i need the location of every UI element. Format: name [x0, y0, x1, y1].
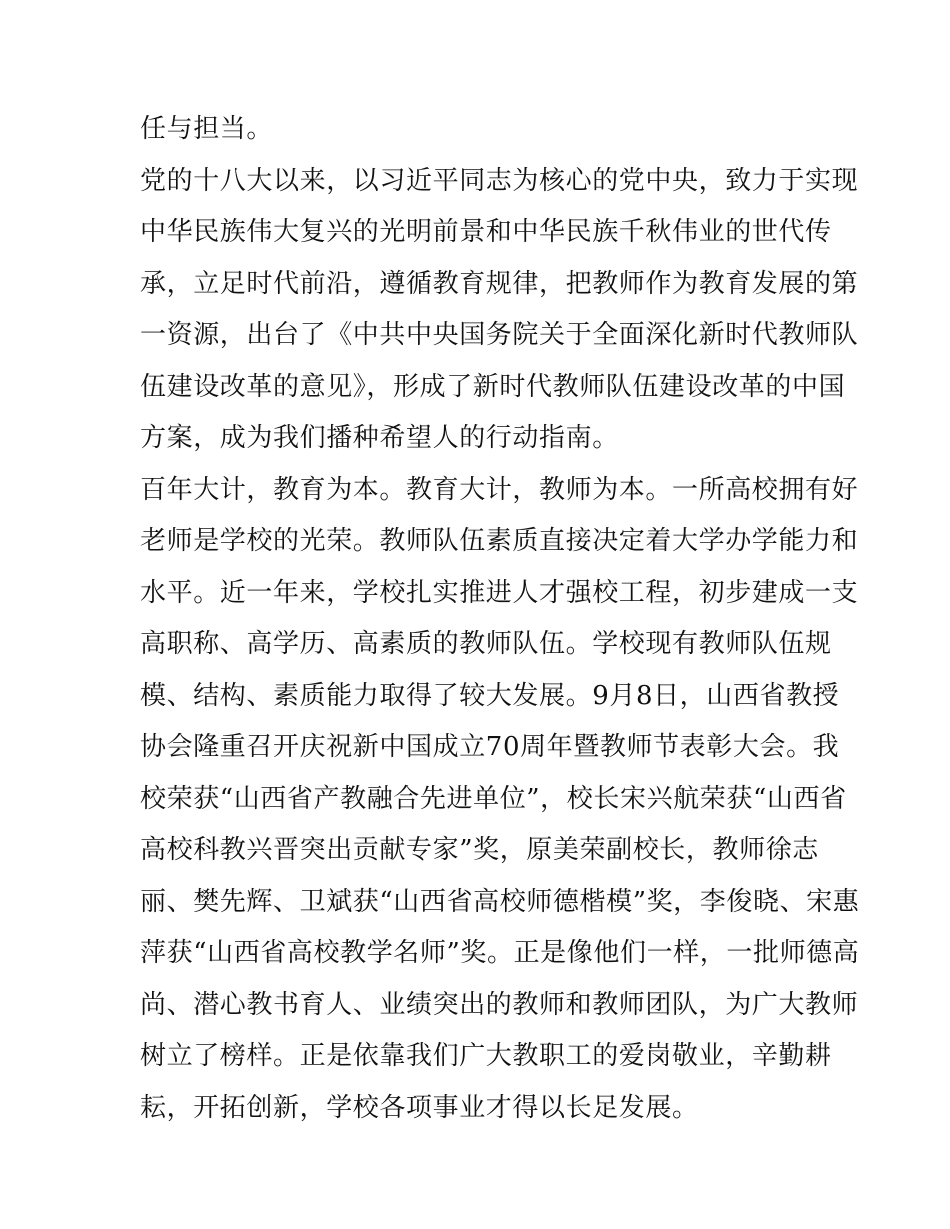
- text-line: 伍建设改革的意见》，形成了新时代教师队伍建设改革的中国: [140, 371, 846, 402]
- text-line: 党的十八大以来，以习近平同志为核心的党中央，致力于实现: [140, 165, 859, 196]
- text-line: 模、结构、素质能力取得了较大发展。9月8日，山西省教授: [140, 680, 840, 711]
- text-line: 水平。近一年来，学校扎实推进人才强校工程，初步建成一支: [140, 577, 859, 608]
- text-line: 方案，成为我们播种希望人的行动指南。: [140, 423, 619, 453]
- text-line: 耘，开拓创新，学校各项事业才得以长足发展。: [140, 1092, 699, 1123]
- text-line: 树立了榜样。正是依靠我们广大教职工的爱岗敬业，辛勤耕: [140, 1041, 832, 1071]
- text-line: 萍获“山西省高校教学名师”奖。正是像他们一样，一批师德高: [140, 938, 860, 968]
- text-line: 一资源，出台了《中共中央国务院关于全面深化新时代教师队: [140, 320, 859, 350]
- text-line: 协会隆重召开庆祝新中国成立70周年暨教师节表彰大会。我: [140, 732, 840, 762]
- text-line: 校荣获“山西省产教融合先进单位”，校长宋兴航荣获“山西省: [140, 783, 847, 814]
- text-line: 任与担当。: [140, 114, 274, 144]
- text-line: 丽、樊先辉、卫斌获“山西省高校师德楷模”奖，李俊晓、宋惠: [140, 886, 860, 917]
- text-line: 高职称、高学历、高素质的教师队伍。学校现有教师队伍规: [140, 629, 832, 659]
- text-line: 老师是学校的光荣。教师队伍素质直接决定着大学办学能力和: [140, 526, 859, 556]
- body-text: [140, 104, 860, 1134]
- text-line: 百年大计，教育为本。教育大计，教师为本。一所高校拥有好: [140, 474, 859, 505]
- text-line: 高校科教兴晋突出贡献专家”奖，原美荣副校长，教师徐志: [140, 835, 819, 865]
- text-line: 中华民族伟大复兴的光明前景和中华民族千秋伟业的世代传: [140, 217, 832, 247]
- text-line: 尚、潜心教书育人、业绩突出的教师和教师团队，为广大教师: [140, 989, 859, 1020]
- text-line: 承，立足时代前沿，遵循教育规律，把教师作为教育发展的第: [140, 268, 859, 299]
